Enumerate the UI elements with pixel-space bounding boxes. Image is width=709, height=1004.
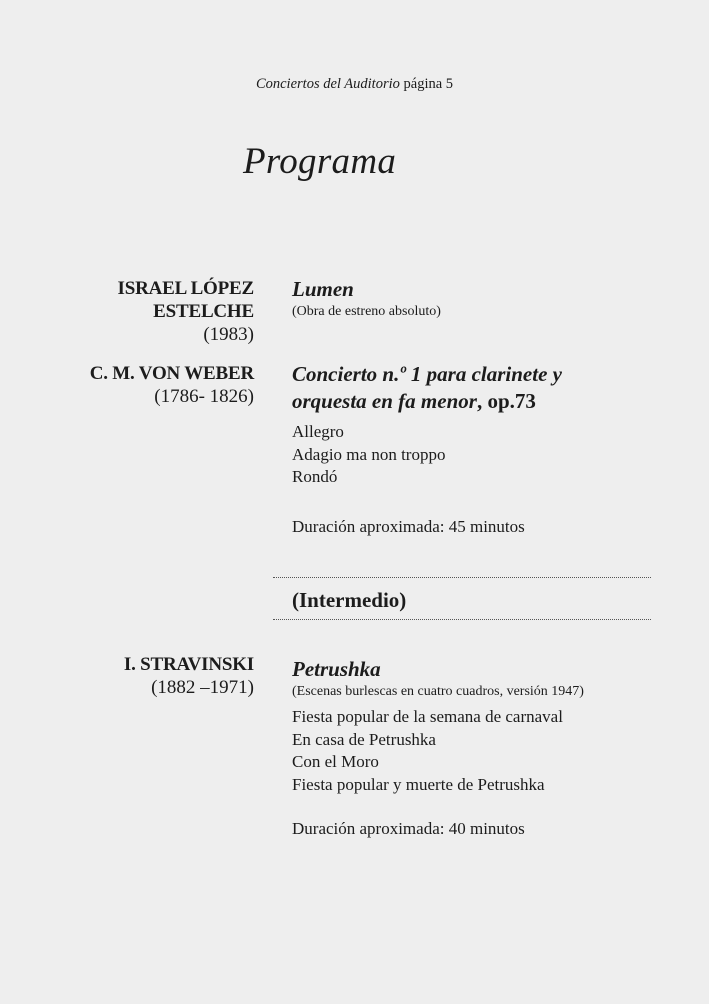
composer-name-line: C. M. VON WEBER bbox=[89, 363, 254, 384]
movement: Fiesta popular y muerte de Petrushka bbox=[292, 774, 545, 794]
intermission-label: (Intermedio) bbox=[292, 588, 407, 612]
movement: Rondó bbox=[292, 467, 338, 486]
composer-name-line: ISRAEL LÓPEZ bbox=[117, 278, 254, 299]
composer-dates: (1786- 1826) bbox=[154, 386, 254, 407]
work-title: Lumen bbox=[292, 277, 354, 301]
work-title-line bbox=[292, 388, 672, 415]
work-petrushka bbox=[292, 656, 672, 840]
page-number: página 5 bbox=[403, 76, 454, 92]
divider-top bbox=[273, 577, 651, 578]
movement: En casa de Petrushka bbox=[292, 729, 436, 749]
composer-dates: (1983) bbox=[203, 324, 254, 345]
movement: Adagio ma non troppo bbox=[292, 444, 446, 464]
work-note: (Obra de estreno absoluto) bbox=[292, 304, 441, 319]
publication-name: Conciertos del Auditorio bbox=[255, 76, 400, 92]
movement: Allegro bbox=[292, 422, 344, 441]
work-title-line: Concierto n.º 1 para clarinete y bbox=[292, 362, 562, 386]
composer-von-weber bbox=[90, 362, 254, 408]
work-lumen bbox=[292, 276, 672, 320]
composer-name-line: ESTELCHE bbox=[153, 301, 254, 322]
composer-name-line: I. STRAVINSKI bbox=[123, 654, 254, 675]
work-note: (Escenas burlescas en cuatro cuadros, versión 1947) bbox=[292, 684, 584, 699]
running-header bbox=[0, 76, 709, 93]
composer-stravinski bbox=[124, 653, 254, 699]
work-opus: , op.73 bbox=[476, 389, 536, 413]
composer-dates: (1882 –1971) bbox=[151, 677, 254, 698]
movement: Con el Moro bbox=[292, 752, 379, 771]
work-title: Petrushka bbox=[292, 657, 381, 681]
composer-lopez-estelche bbox=[118, 277, 254, 346]
page-title: Programa bbox=[243, 141, 397, 182]
work-clarinet-concerto bbox=[292, 361, 672, 538]
work-title-italic: orquesta en fa menor bbox=[292, 389, 477, 413]
divider-bottom bbox=[273, 619, 651, 620]
duration: Duración aproximada: 45 minutos bbox=[292, 516, 525, 536]
movement: Fiesta popular de la semana de carnaval bbox=[292, 707, 563, 726]
duration: Duración aproximada: 40 minutos bbox=[292, 819, 525, 838]
